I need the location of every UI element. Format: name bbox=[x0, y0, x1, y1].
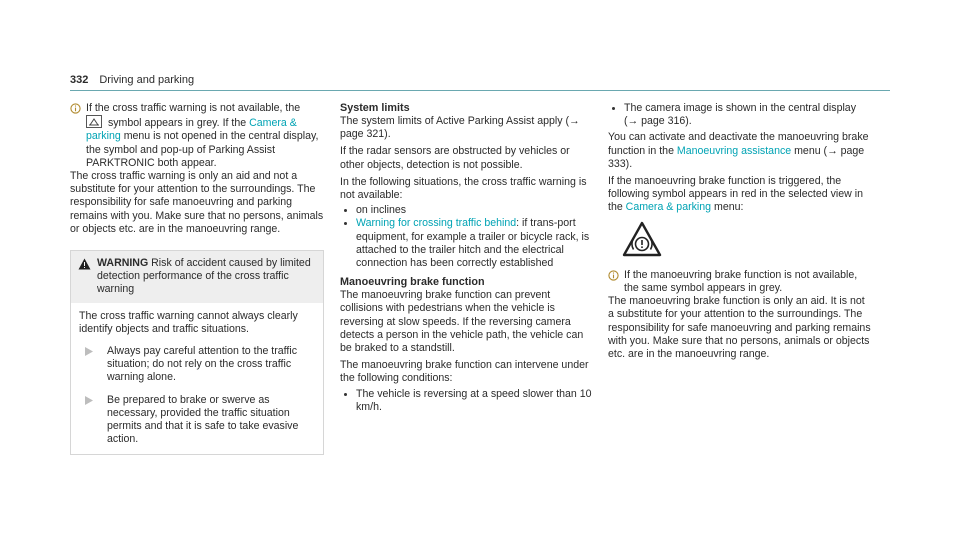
note-cross-traffic: If the cross traffic warning is not available, the symbol appears in grey. If the Camera & parking menu is not opened in the central display, the symbol and pop-up of Parking Assist PARKTRONIC both appear. bbox=[70, 102, 324, 170]
list-item: The camera image is shown in the central display (→ page 316). bbox=[608, 102, 872, 128]
info-icon bbox=[70, 103, 81, 114]
list-item: on inclines bbox=[340, 204, 596, 217]
list-item: Warning for crossing traffic behind: if trans-port equipment, for example a trailer or bicycle rack, is attached to the trailer hitch and the electrical connection has been correctly established bbox=[340, 217, 596, 270]
cross-traffic-symbol-icon bbox=[86, 115, 102, 128]
heading-system-limits: System limits bbox=[340, 102, 410, 114]
warning-box bbox=[70, 250, 324, 455]
brake-warning-symbol-icon bbox=[622, 221, 872, 261]
note-brake-grey: If the manoeuvring brake function is not available, the same symbol appears in grey. bbox=[608, 269, 872, 295]
heading-manoeuvring-brake: Manoeuvring brake function bbox=[340, 276, 485, 289]
warning-step: Be prepared to brake or swerve as necessary, provided the traffic situation permits and that it is safe to take evasive action. bbox=[79, 394, 315, 447]
list-item: The vehicle is reversing at a speed slower than 10 km/h. bbox=[340, 388, 596, 414]
warning-header bbox=[71, 251, 323, 303]
warning-body: The cross traffic warning cannot always clearly identify objects and traffic situations. Always pay careful attention to the traffic situation; do not rely on the cross traffic warning alone. Be prepared to brake or swerve as necessary, provided the traffic situation permits and that it is safe to take evasive action. bbox=[71, 303, 323, 455]
conditions-list-cont bbox=[608, 102, 872, 128]
section-title: Driving and parking bbox=[99, 74, 195, 86]
column-middle: System limits The system limits of Active Parking Assist apply (→ page 321). If the radar sensors are obstructed by vehicles or other objects, detection is not possible. In the following situations, the cross traffic warning is not available: on inclines Warning for crossing traffic behind: if trans-port equipment, for example a trailer or bicycle rack, is attached to the trailer hitch and the electrical connection has been correctly established Manoeuvring brake function The manoeuvring brake function can prevent collisions with pedestrians when the vehicle is reversing at slow speeds. If the reversing camera detects a person in the vehicle path, the vehicle can be braked to a standstill. The manoeuvring brake function can intervene under the following conditions: The vehicle is reversing at a speed slower than 10 km/h. bbox=[340, 102, 596, 417]
arrow-right-icon bbox=[85, 396, 93, 405]
link-camera-parking[interactable]: Camera & parking bbox=[625, 201, 712, 214]
header-divider bbox=[70, 90, 890, 91]
warning-step: Always pay careful attention to the traffic situation; do not rely on the cross traffic warning alone. bbox=[79, 345, 315, 385]
paragraph-aid: The cross traffic warning is only an aid and not a substitute for your attention to the surroundings. The responsibility for safe manoeuvring and parking remains with you. Make sure that no persons, animals or objects etc. are in the manoeuvring range. bbox=[70, 170, 324, 235]
limits-list bbox=[340, 204, 596, 270]
warning-label: WARNING bbox=[97, 257, 149, 270]
link-crossing-traffic[interactable]: Warning for crossing traffic behind bbox=[356, 217, 517, 230]
column-left bbox=[70, 102, 324, 455]
info-icon bbox=[608, 270, 619, 281]
arrow-right-icon bbox=[85, 347, 93, 356]
warning-triangle-icon bbox=[78, 258, 91, 270]
conditions-list bbox=[340, 388, 596, 414]
link-camera-parking[interactable]: Camera & parking bbox=[86, 117, 297, 143]
link-manoeuvring-assistance[interactable]: Manoeuvring assistance bbox=[676, 144, 792, 157]
page-header bbox=[70, 74, 890, 87]
warning-text: Risk of accident caused by limited detection performance of the cross traffic warning bbox=[97, 257, 311, 296]
column-right: The camera image is shown in the central display (→ page 316). You can activate and deactivate the manoeuvring brake function in the Manoeuvring assistance menu (→ page 333). If the manoeuvring brake function is triggered, the following symbol appears in red in the selected view in the Camera & parking menu: If the manoeuvring brake function is not available, the same symbol appears in grey. The manoeuvring brake function is only an aid. It is not a substitute for your attention to the surroundings. The responsibility for safe manoeuvring and parking remains with you. Make sure that no persons, animals or objects etc. are in the manoeuvring range. bbox=[608, 102, 871, 361]
page-number: 332 bbox=[70, 74, 89, 86]
